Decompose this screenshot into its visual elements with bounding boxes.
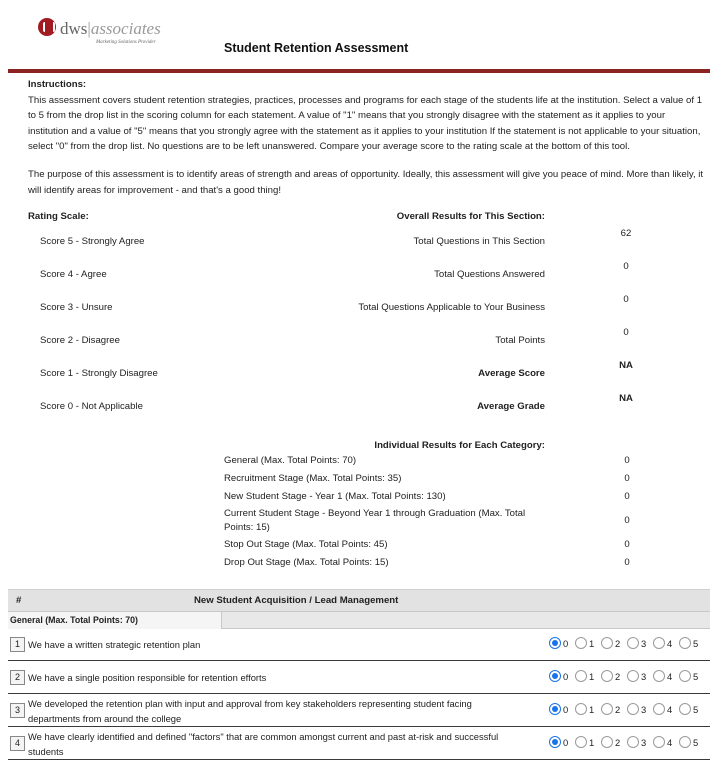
score-radio-group [549,670,709,684]
score-radio-label: 1 [589,737,595,748]
score-radio-3[interactable] [627,670,639,682]
question-row [8,662,710,694]
score-radio-0[interactable] [549,670,561,682]
section-label: General (Max. Total Points: 70) [8,612,222,629]
rating-item: Score 5 - Strongly Agree [40,236,145,247]
rating-item: Score 4 - Agree [40,269,107,280]
question-number: 1 [10,637,25,652]
overall-label-applicable: Total Questions Applicable to Your Business [358,302,545,313]
rating-scale-heading: Rating Scale: [28,211,89,222]
category-label: Recruitment Stage (Max. Total Points: 35) [224,473,402,484]
score-radio-label: 2 [615,638,621,649]
score-radio-1[interactable] [575,670,587,682]
logo-brand-a: dws [60,19,88,38]
score-radio-label: 1 [589,704,595,715]
category-label: Current Student Stage - Beyond Year 1 through Graduation (Max. Total Points: 15) [224,508,526,533]
score-radio-label: 4 [667,704,673,715]
question-number: 2 [10,670,25,685]
score-radio-3[interactable] [627,637,639,649]
category-value: 0 [624,515,630,526]
score-radio-label: 3 [641,704,647,715]
category-label: General (Max. Total Points: 70) [224,455,357,466]
score-radio-label: 3 [641,671,647,682]
question-text: We have a single position responsible for retention efforts [28,672,267,683]
instructions-heading: Instructions: [28,79,87,90]
column-number-header: # [16,595,22,606]
score-radio-label: 4 [667,671,673,682]
score-radio-4[interactable] [653,637,665,649]
score-radio-3[interactable] [627,703,639,715]
rating-item: Score 1 - Strongly Disagree [40,368,158,379]
category-value: 0 [624,539,630,550]
question-row [8,629,710,661]
score-radio-0[interactable] [549,637,561,649]
score-radio-label: 4 [667,737,673,748]
score-radio-group [549,637,709,651]
section-row-general [8,611,710,629]
score-radio-label: 0 [563,737,569,748]
overall-value-total-points: 0 [623,327,629,338]
overall-label-answered: Total Questions Answered [434,269,545,280]
score-radio-4[interactable] [653,703,665,715]
overall-value-average-grade: NA [619,393,633,404]
question-number: 3 [10,703,25,718]
score-radio-4[interactable] [653,736,665,748]
score-radio-label: 1 [589,671,595,682]
score-radio-label: 4 [667,638,673,649]
question-row [8,695,710,727]
score-radio-label: 5 [693,638,699,649]
instructions-paragraph-2: The purpose of this assessment is to identify areas of strength and areas of opportunity. Ideally, this assessment will give you peace of mind. More than likely, it will identify areas for improvement - and that's a good thing! [28,168,704,196]
category-label: Stop Out Stage (Max. Total Points: 45) [224,539,388,550]
score-radio-2[interactable] [601,637,613,649]
score-radio-2[interactable] [601,670,613,682]
title-divider [8,69,710,73]
rating-item: Score 2 - Disagree [40,335,120,346]
rating-item: Score 0 - Not Applicable [40,401,143,412]
logo-wordmark: dws|associates [60,19,161,38]
score-radio-0[interactable] [549,703,561,715]
overall-label-average-grade: Average Grade [477,401,545,412]
score-radio-label: 2 [615,737,621,748]
score-radio-label: 3 [641,638,647,649]
score-radio-label: 2 [615,671,621,682]
score-radio-5[interactable] [679,670,691,682]
score-radio-label: 0 [563,671,569,682]
score-radio-label: 5 [693,737,699,748]
column-title-header: New Student Acquisition / Lead Management [194,595,399,606]
category-value: 0 [624,491,630,502]
assessment-table-header [8,589,710,611]
category-value: 0 [624,557,630,568]
question-text: We have a written strategic retention plan [28,639,201,650]
score-radio-5[interactable] [679,637,691,649]
logo-mark-icon [38,18,56,36]
score-radio-2[interactable] [601,736,613,748]
company-logo [38,18,161,48]
logo-brand-b: associates [90,19,161,38]
instructions-block [28,77,708,198]
score-radio-label: 1 [589,638,595,649]
overall-value-average-score: NA [619,360,633,371]
score-radio-3[interactable] [627,736,639,748]
question-row [8,728,710,760]
instructions-paragraph-1: This assessment covers student retention strategies, practices, processes and programs for each stage of the students life at the institution. Select a value of 1 to 5 from the drop list in the scoring column for each statement. A value of "1" means that you strongly disagree with the statement as it applies to your institution and a value of "5" means that you strongly agree with the statement as it applies to your institution If the statement is not applicable to your situation, select "0" from the drop list. No questions are to be left unanswered. Compare your average score to the rating scale at the bottom of this tool. [28,94,703,153]
page-title: Student Retention Assessment [224,41,409,55]
category-label: New Student Stage - Year 1 (Max. Total Points: 130) [224,491,446,502]
category-results-heading: Individual Results for Each Category: [374,440,545,451]
score-radio-5[interactable] [679,703,691,715]
overall-label-total-questions: Total Questions in This Section [413,236,545,247]
score-radio-group [549,736,709,750]
score-radio-1[interactable] [575,736,587,748]
score-radio-label: 3 [641,737,647,748]
category-value: 0 [624,455,630,466]
question-text: We have clearly identified and defined "factors" that are common amongst current and past at-risk and successful students [28,731,499,757]
score-radio-label: 2 [615,704,621,715]
score-radio-label: 0 [563,704,569,715]
score-radio-label: 5 [693,704,699,715]
logo-tagline: Marketing Solutions Provider [96,40,156,45]
overall-value-applicable: 0 [623,294,629,305]
score-radio-group [549,703,709,717]
score-radio-label: 5 [693,671,699,682]
score-radio-0[interactable] [549,736,561,748]
score-radio-label: 0 [563,638,569,649]
overall-results-heading: Overall Results for This Section: [396,211,545,222]
overall-value-answered: 0 [623,261,629,272]
score-radio-5[interactable] [679,736,691,748]
category-label: Drop Out Stage (Max. Total Points: 15) [224,557,389,568]
overall-value-total-questions: 62 [620,228,632,239]
rating-item: Score 3 - Unsure [40,302,113,313]
question-text: We developed the retention plan with input and approval from key stakeholders representing student facing departments from around the college [28,698,472,724]
overall-label-total-points: Total Points [495,335,545,346]
overall-label-average-score: Average Score [478,368,545,379]
score-radio-4[interactable] [653,670,665,682]
score-radio-1[interactable] [575,703,587,715]
score-radio-2[interactable] [601,703,613,715]
score-radio-1[interactable] [575,637,587,649]
question-number: 4 [10,736,25,751]
category-value: 0 [624,473,630,484]
